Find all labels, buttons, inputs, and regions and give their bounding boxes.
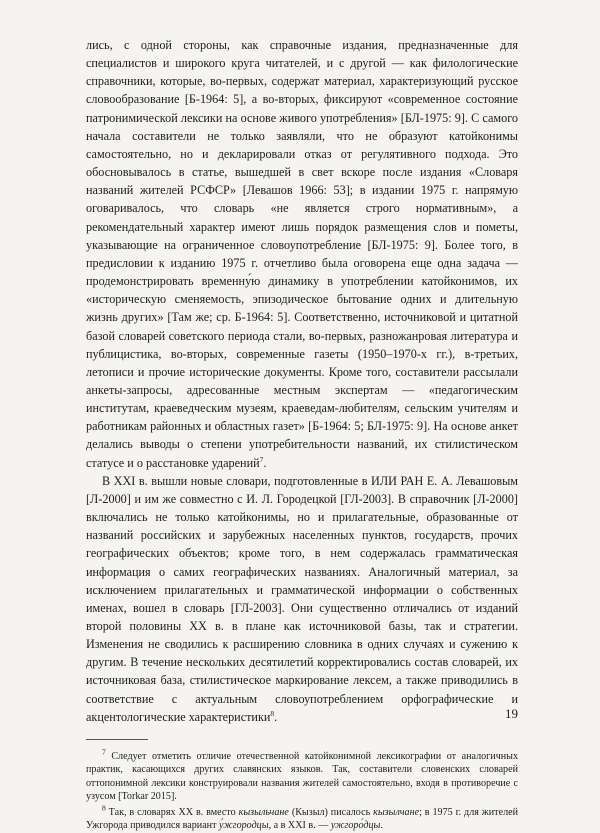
footnotes bbox=[86, 747, 518, 833]
footnote-7-text: Следует отметить отличие отечественной катойконимной лексикографии от аналогичных практик, касающихся других славянских языков. Так, составители словенских словарей оттопонимной лексики конструировали названия жителей самостоятельно, входя в противоречие с узусом [Torkar 2015]. bbox=[86, 750, 518, 802]
footnote-divider bbox=[86, 739, 148, 740]
footnote-7-mark: 7 bbox=[102, 747, 106, 757]
footnote-8-mark: 8 bbox=[102, 803, 106, 813]
footnote-8-word-3: у́жгородцы bbox=[219, 820, 269, 832]
paragraph-2-end: . bbox=[274, 709, 278, 724]
footnote-8-text-c: ; в 1975 г. для жителей Ужгорода приводился вариант bbox=[86, 807, 518, 832]
paragraph-1-text: лись, с одной стороны, как справочные издания, предназначенные для специалистов и широкого круга читателей, и с другой — как филологические справочники, которые, во-первых, содержат материал, характеризующий русское словообразование [Б-1964: 5], а во-вторых, фиксируют «современное состояние патронимической лексики на основе живого употребления» [БЛ-1975: 9]. С самого начала составители не только заявляли, что не образуют катойконимы самостоятельно, но и декларировали отказ от регулятивного подхода. Это обосновывалось в статье, вышедшей в свет вскоре после издания «Словаря названий жителей РСФСР» [Левашов 1966: 53]; в издании 1975 г. напрямую оговаривалось, что словарь «не является строго нормативным», а рекомендательный характер имеют лишь порядок размещения слов и пометы, указывающие на ограниченное словоупотребление [БЛ-1975: 9]. Более того, в предисловии к изданию 1975 г. отчетливо была оговорена еще одна задача — продемонстрировать временну́ю динамику в употреблении катойконимов, их «историческую сменяемость, эпизодическое бытование одних и длительную жизнь других» [Там же; ср. Б-1964: 5]. Соответственно, источниковой и цитатной базой словарей советского периода стали, во-первых, разножанровая литература и публицистика, во-вторых, современные газеты (1950–1970-х гг.), в-третьих, летописи и прочие исторические документы. Кроме того, составители рассылали анкеты-запросы, адресованные местным экспертам — «педагогическим институтам, краеведческим музеям, краеведам-любителям, сельским учителям и работникам районных и областных газет» [Б-1964: 5; БЛ-1975: 9]. На основе анкет делались выводы о степени употребительности названий, их стилистическом статусе и о расстановке ударений bbox=[86, 38, 518, 470]
footnote-8-text-b: (Кызыл) писалось bbox=[288, 807, 374, 819]
footnote-8-text-e: . bbox=[380, 820, 383, 832]
paragraph-2-text: В XXI в. вышли новые словари, подготовленные в ИЛИ РАН Е. А. Левашовым [Л-2000] и им же совместно с И. Л. Городецкой [ГЛ-2003]. В справочник [Л-2000] включались не только катойконимы, но и прилагательные, образованные от названий российских и зарубежных населенных пунктов, государств, прочих географических объектов; кроме того, в нем содержалась грамматическая информация о самих географических названиях. Аналогичный материал, за исключением прилагательных и грамматической информации о собственных именах, вошел в словарь [ГЛ-2003]. Они существенно отличались от изданий второй половины XX в. в плане как источниковой базы, так и стратегии. Изменения не сводились к расширению словника в одних случаях и сужению к другим. В течение нескольких десятилетий корректировались состав словарей, их источниковая база, стилистическое маркирование лексем, а также приводились в соответствие с актуальным словоупотреблением орфографические и акцентологические характеристики bbox=[86, 473, 518, 724]
paragraph-1 bbox=[86, 36, 518, 472]
paragraph-1-end: . bbox=[263, 455, 267, 470]
footnote-8-text-a: Так, в словарях XX в. вместо bbox=[105, 807, 239, 819]
footnote-8-word-1: кызыльчане bbox=[238, 807, 289, 819]
footnote-8 bbox=[86, 803, 518, 833]
footnote-8-word-4: ужгоро́дцы bbox=[330, 820, 381, 832]
paragraph-2 bbox=[86, 472, 518, 726]
footnote-ref-7[interactable]: 7 bbox=[259, 454, 264, 464]
footnote-7 bbox=[86, 747, 518, 803]
main-text bbox=[86, 36, 518, 726]
footnote-8-text-d: , а в XXI в. — bbox=[268, 820, 331, 832]
footnote-8-word-2: кызылчане bbox=[373, 807, 420, 819]
page-number: 19 bbox=[505, 706, 518, 721]
footnote-ref-8[interactable]: 8 bbox=[270, 708, 275, 718]
